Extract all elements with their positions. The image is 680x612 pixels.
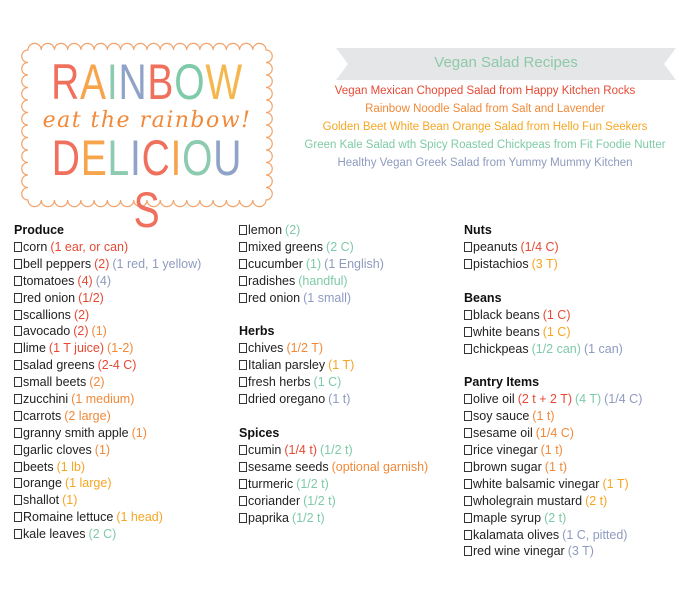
checkbox-icon[interactable] bbox=[464, 445, 472, 455]
item-quantity: (2) bbox=[73, 324, 89, 339]
item-quantity: (1 small) bbox=[303, 290, 352, 305]
badge-letter: B bbox=[147, 54, 175, 110]
list-item bbox=[239, 391, 428, 408]
recipe-link[interactable]: Golden Beet White Bean Orange Salad from Hello Fun Seekers bbox=[322, 121, 648, 133]
section-title: Produce bbox=[14, 223, 65, 237]
list-item bbox=[464, 425, 642, 442]
checkbox-icon[interactable] bbox=[464, 479, 472, 489]
item-name: scallions bbox=[23, 307, 71, 322]
item-name: olive oil bbox=[473, 392, 515, 407]
list-item bbox=[14, 256, 201, 273]
list-item bbox=[239, 476, 428, 493]
item-quantity: (2 large) bbox=[64, 408, 111, 423]
list-item bbox=[239, 256, 428, 273]
item-quantity: (4) bbox=[95, 273, 111, 288]
item-quantity: (1) bbox=[94, 442, 111, 457]
list-item bbox=[239, 239, 428, 256]
checkbox-icon[interactable] bbox=[239, 377, 247, 387]
item-name: white beans bbox=[473, 324, 540, 339]
checkbox-icon[interactable] bbox=[239, 225, 247, 235]
checkbox-icon[interactable] bbox=[464, 530, 472, 540]
shopping-column-3 bbox=[464, 222, 642, 560]
item-name: Romaine lettuce bbox=[23, 510, 114, 525]
checkbox-icon[interactable] bbox=[464, 546, 472, 556]
item-name: dried oregano bbox=[248, 392, 326, 407]
item-name: turmeric bbox=[248, 476, 294, 491]
checkbox-icon[interactable] bbox=[239, 513, 247, 523]
item-quantity: (1 t) bbox=[532, 409, 555, 424]
item-quantity: (1/2 t) bbox=[296, 476, 329, 491]
list-item bbox=[14, 340, 201, 357]
shopping-column-1 bbox=[14, 222, 201, 543]
checkbox-icon[interactable] bbox=[14, 462, 22, 472]
list-item bbox=[464, 307, 642, 324]
checkbox-icon[interactable] bbox=[464, 310, 472, 320]
item-name: wholegrain mustard bbox=[473, 493, 583, 508]
list-item bbox=[239, 273, 428, 290]
list-item bbox=[14, 509, 201, 526]
checkbox-icon[interactable] bbox=[464, 344, 472, 354]
item-quantity: (4) bbox=[77, 273, 93, 288]
list-item bbox=[239, 340, 428, 357]
item-quantity: (1 head) bbox=[116, 510, 163, 525]
item-quantity: (2) bbox=[89, 375, 105, 390]
checkbox-icon[interactable] bbox=[464, 513, 472, 523]
item-quantity: (1 C) bbox=[542, 324, 571, 339]
item-quantity: (1 t) bbox=[540, 443, 563, 458]
badge-line-rainbow bbox=[46, 56, 247, 108]
section-title: Pantry Items bbox=[464, 375, 540, 390]
badge-letter: R bbox=[51, 54, 81, 110]
item-quantity: (3 T) bbox=[531, 256, 558, 271]
section-title: Nuts bbox=[464, 223, 492, 237]
item-name: red wine vinegar bbox=[473, 544, 565, 559]
list-item bbox=[464, 442, 642, 459]
list-item bbox=[14, 273, 201, 290]
item-name: garlic cloves bbox=[23, 442, 92, 457]
item-quantity: (1 red, 1 yellow) bbox=[112, 256, 202, 271]
item-name: rice vinegar bbox=[473, 443, 538, 458]
item-quantity: (2) bbox=[285, 223, 301, 237]
item-name: coriander bbox=[248, 493, 301, 508]
item-quantity: (1 C) bbox=[313, 375, 342, 390]
checkbox-icon[interactable] bbox=[464, 327, 472, 337]
checkbox-icon[interactable] bbox=[14, 326, 22, 336]
item-quantity: (1) bbox=[91, 324, 107, 339]
item-name: red onion bbox=[248, 290, 301, 305]
checkbox-icon[interactable] bbox=[464, 411, 472, 421]
checkbox-icon[interactable] bbox=[464, 496, 472, 506]
item-quantity: (4 T) bbox=[575, 392, 602, 407]
item-quantity: (1/2) bbox=[78, 290, 104, 305]
checkbox-icon[interactable] bbox=[14, 529, 22, 539]
badge-letter: I bbox=[106, 54, 119, 110]
list-item bbox=[14, 459, 201, 476]
checkbox-icon[interactable] bbox=[239, 242, 247, 252]
item-name: peanuts bbox=[473, 240, 518, 254]
checkbox-icon[interactable] bbox=[14, 360, 22, 370]
list-item bbox=[14, 408, 201, 425]
section-title: Spices bbox=[239, 426, 280, 441]
item-name: black beans bbox=[473, 307, 540, 322]
section-gap bbox=[239, 306, 428, 323]
item-name: kale leaves bbox=[23, 527, 86, 542]
checkbox-icon[interactable] bbox=[239, 445, 247, 455]
list-item bbox=[464, 543, 642, 560]
item-name: tomatoes bbox=[23, 273, 75, 288]
shopping-column-2 bbox=[239, 222, 428, 526]
badge-letter: S bbox=[133, 182, 161, 238]
item-quantity: (2 t + 2 T) bbox=[517, 392, 572, 407]
item-quantity: (1 T) bbox=[602, 476, 629, 491]
list-item bbox=[14, 290, 201, 307]
badge-letter: L bbox=[107, 130, 130, 186]
checkbox-icon[interactable] bbox=[464, 259, 472, 269]
list-item bbox=[14, 357, 201, 374]
checkbox-icon[interactable] bbox=[464, 394, 472, 404]
checkbox-icon[interactable] bbox=[239, 496, 247, 506]
checkbox-icon[interactable] bbox=[464, 242, 472, 252]
item-quantity: (2) bbox=[73, 307, 90, 322]
item-quantity: (1 English) bbox=[324, 256, 384, 271]
item-quantity: (1/4 C) bbox=[535, 426, 574, 441]
item-name: red onion bbox=[23, 290, 76, 305]
recipe-link[interactable]: Rainbow Noodle Salad from Salt and Lavender bbox=[365, 103, 605, 115]
item-name: radishes bbox=[248, 273, 296, 288]
badge-letter: O bbox=[182, 130, 214, 186]
item-quantity: (1 lb) bbox=[56, 459, 86, 474]
item-quantity: (1/2 T) bbox=[286, 341, 324, 356]
item-name: granny smith apple bbox=[23, 425, 129, 440]
list-item bbox=[239, 290, 428, 307]
list-item bbox=[464, 493, 642, 510]
item-name: cucumber bbox=[248, 256, 303, 271]
list-item bbox=[14, 391, 201, 408]
checkbox-icon[interactable] bbox=[14, 411, 22, 421]
list-item bbox=[14, 239, 201, 256]
item-quantity: (2 C) bbox=[88, 527, 117, 542]
item-quantity: (1 can) bbox=[583, 341, 623, 356]
badge-letter: U bbox=[213, 130, 243, 186]
section-gap bbox=[464, 357, 642, 374]
item-name: sesame seeds bbox=[248, 459, 329, 474]
list-item bbox=[14, 374, 201, 391]
badge-letter: I bbox=[170, 130, 183, 186]
item-quantity: (1/4 C) bbox=[604, 392, 643, 407]
item-name: soy sauce bbox=[473, 409, 530, 424]
item-name: pistachios bbox=[473, 256, 529, 271]
list-item bbox=[14, 492, 201, 509]
checkbox-icon[interactable] bbox=[14, 377, 22, 387]
item-quantity: (1/2 t) bbox=[320, 443, 353, 458]
item-quantity: (1) bbox=[131, 425, 147, 440]
recipe-list bbox=[290, 82, 680, 172]
checkbox-icon[interactable] bbox=[14, 343, 22, 353]
item-name: lemon bbox=[248, 223, 283, 237]
item-name: lime bbox=[23, 341, 46, 356]
item-quantity: (1/4 C) bbox=[520, 240, 559, 254]
item-quantity: (2 C) bbox=[326, 239, 354, 254]
checkbox-icon[interactable] bbox=[239, 276, 247, 286]
list-item bbox=[14, 526, 201, 543]
badge-letter: D bbox=[51, 130, 81, 186]
badge-letter: W bbox=[205, 54, 243, 110]
badge-letter: N bbox=[118, 54, 148, 110]
list-item bbox=[464, 324, 642, 341]
list-item bbox=[14, 307, 201, 324]
item-name: mixed greens bbox=[248, 239, 324, 254]
item-name: fresh herbs bbox=[248, 375, 311, 390]
list-item bbox=[239, 493, 428, 510]
badge-letter: O bbox=[174, 54, 206, 110]
list-item bbox=[14, 442, 201, 459]
checkbox-icon[interactable] bbox=[14, 445, 22, 455]
item-quantity: (1 t) bbox=[544, 460, 568, 475]
list-item bbox=[239, 357, 428, 374]
badge-line-delicious bbox=[46, 132, 247, 236]
list-item bbox=[239, 374, 428, 391]
item-name: chickpeas bbox=[473, 341, 529, 356]
badge-letter: A bbox=[80, 54, 107, 110]
item-quantity: (2 t) bbox=[544, 510, 567, 525]
item-name: shallot bbox=[23, 493, 60, 508]
item-quantity: (2 t) bbox=[585, 493, 608, 508]
item-quantity: (2-4 C) bbox=[97, 358, 137, 373]
checkbox-icon[interactable] bbox=[239, 360, 247, 370]
item-name: kalamata olives bbox=[473, 527, 560, 542]
item-quantity: (1/2 t) bbox=[292, 510, 325, 525]
checkbox-icon[interactable] bbox=[239, 343, 247, 353]
item-name: beets bbox=[23, 459, 54, 474]
checkbox-icon[interactable] bbox=[239, 293, 247, 303]
badge-letter: C bbox=[141, 130, 171, 186]
item-quantity: (1) bbox=[62, 493, 78, 508]
checkbox-icon[interactable] bbox=[239, 479, 247, 489]
item-quantity: (1 medium) bbox=[71, 392, 135, 407]
section-title: Herbs bbox=[239, 324, 275, 339]
list-item bbox=[239, 442, 428, 459]
checkbox-icon[interactable] bbox=[464, 428, 472, 438]
item-name: zucchini bbox=[23, 392, 69, 407]
list-item bbox=[239, 510, 428, 527]
section-gap bbox=[239, 408, 428, 425]
list-item bbox=[464, 256, 642, 273]
list-item bbox=[464, 510, 642, 527]
item-name: paprika bbox=[248, 510, 289, 525]
item-quantity: (2) bbox=[94, 256, 110, 271]
item-name: bell peppers bbox=[23, 256, 92, 271]
item-quantity: (optional garnish) bbox=[331, 459, 429, 474]
item-quantity: (1 ear, or can) bbox=[50, 240, 129, 254]
recipe-link[interactable]: Vegan Mexican Chopped Salad from Happy Kitchen Rocks bbox=[334, 85, 636, 97]
item-quantity: (1 T juice) bbox=[48, 341, 105, 356]
checkbox-icon[interactable] bbox=[14, 495, 22, 505]
item-quantity: (1/2 can) bbox=[531, 341, 581, 356]
list-item bbox=[464, 391, 642, 408]
list-item bbox=[14, 425, 201, 442]
list-item bbox=[239, 459, 428, 476]
item-name: Italian parsley bbox=[248, 358, 326, 373]
checkbox-icon[interactable] bbox=[14, 428, 22, 438]
recipes-banner bbox=[336, 48, 676, 80]
checkbox-icon[interactable] bbox=[14, 242, 22, 252]
item-quantity: (1 large) bbox=[64, 476, 112, 491]
recipe-link[interactable]: Green Kale Salad wth Spicy Roasted Chickpeas from Fit Foodie Nutter bbox=[304, 139, 666, 151]
list-item bbox=[464, 239, 642, 256]
checkbox-icon[interactable] bbox=[464, 462, 472, 472]
item-name: maple syrup bbox=[473, 510, 542, 525]
item-quantity: (1) bbox=[305, 256, 322, 271]
list-item bbox=[239, 222, 428, 239]
checkbox-icon[interactable] bbox=[239, 259, 247, 269]
badge-tagline: eat the rainbow! bbox=[42, 108, 252, 133]
item-name: white balsamic vinegar bbox=[473, 476, 600, 491]
item-name: chives bbox=[248, 341, 284, 356]
item-name: small beets bbox=[23, 375, 87, 390]
list-item bbox=[464, 459, 642, 476]
checkbox-icon[interactable] bbox=[14, 276, 22, 286]
item-quantity: (1-2) bbox=[107, 341, 134, 356]
item-quantity: (handful) bbox=[298, 273, 348, 288]
item-name: sesame oil bbox=[473, 426, 533, 441]
item-quantity: (3 T) bbox=[567, 544, 594, 559]
list-item bbox=[14, 323, 201, 340]
item-name: brown sugar bbox=[473, 460, 542, 475]
section-gap bbox=[464, 273, 642, 290]
checkbox-icon[interactable] bbox=[14, 478, 22, 488]
checkbox-icon[interactable] bbox=[14, 512, 22, 522]
list-item bbox=[464, 341, 642, 358]
list-item bbox=[464, 408, 642, 425]
item-name: carrots bbox=[23, 408, 62, 423]
item-name: orange bbox=[23, 476, 62, 491]
item-quantity: (1/4 t) bbox=[284, 443, 317, 458]
checkbox-icon[interactable] bbox=[14, 394, 22, 404]
checkbox-icon[interactable] bbox=[14, 310, 22, 320]
checkbox-icon[interactable] bbox=[239, 462, 247, 472]
checkbox-icon[interactable] bbox=[14, 259, 22, 269]
item-name: corn bbox=[23, 240, 48, 254]
badge-letter: E bbox=[80, 130, 108, 186]
item-quantity: (1 C, pitted) bbox=[562, 527, 628, 542]
section-title: Beans bbox=[464, 290, 502, 305]
list-item bbox=[14, 475, 201, 492]
item-quantity: (1 C) bbox=[542, 307, 571, 322]
item-name: avocado bbox=[23, 324, 71, 339]
checkbox-icon[interactable] bbox=[239, 394, 247, 404]
list-item bbox=[464, 527, 642, 544]
item-name: cumin bbox=[248, 443, 282, 458]
item-name: salad greens bbox=[23, 358, 95, 373]
item-quantity: (1 t) bbox=[328, 392, 351, 407]
recipe-link[interactable]: Healthy Vegan Greek Salad from Yummy Mummy Kitchen bbox=[337, 157, 633, 169]
checkbox-icon[interactable] bbox=[14, 293, 22, 303]
item-quantity: (1 T) bbox=[328, 358, 355, 373]
badge-letter: I bbox=[129, 130, 142, 186]
item-quantity: (1/2 t) bbox=[303, 493, 336, 508]
recipes-title: Vegan Salad Recipes bbox=[434, 54, 578, 71]
list-item bbox=[464, 476, 642, 493]
